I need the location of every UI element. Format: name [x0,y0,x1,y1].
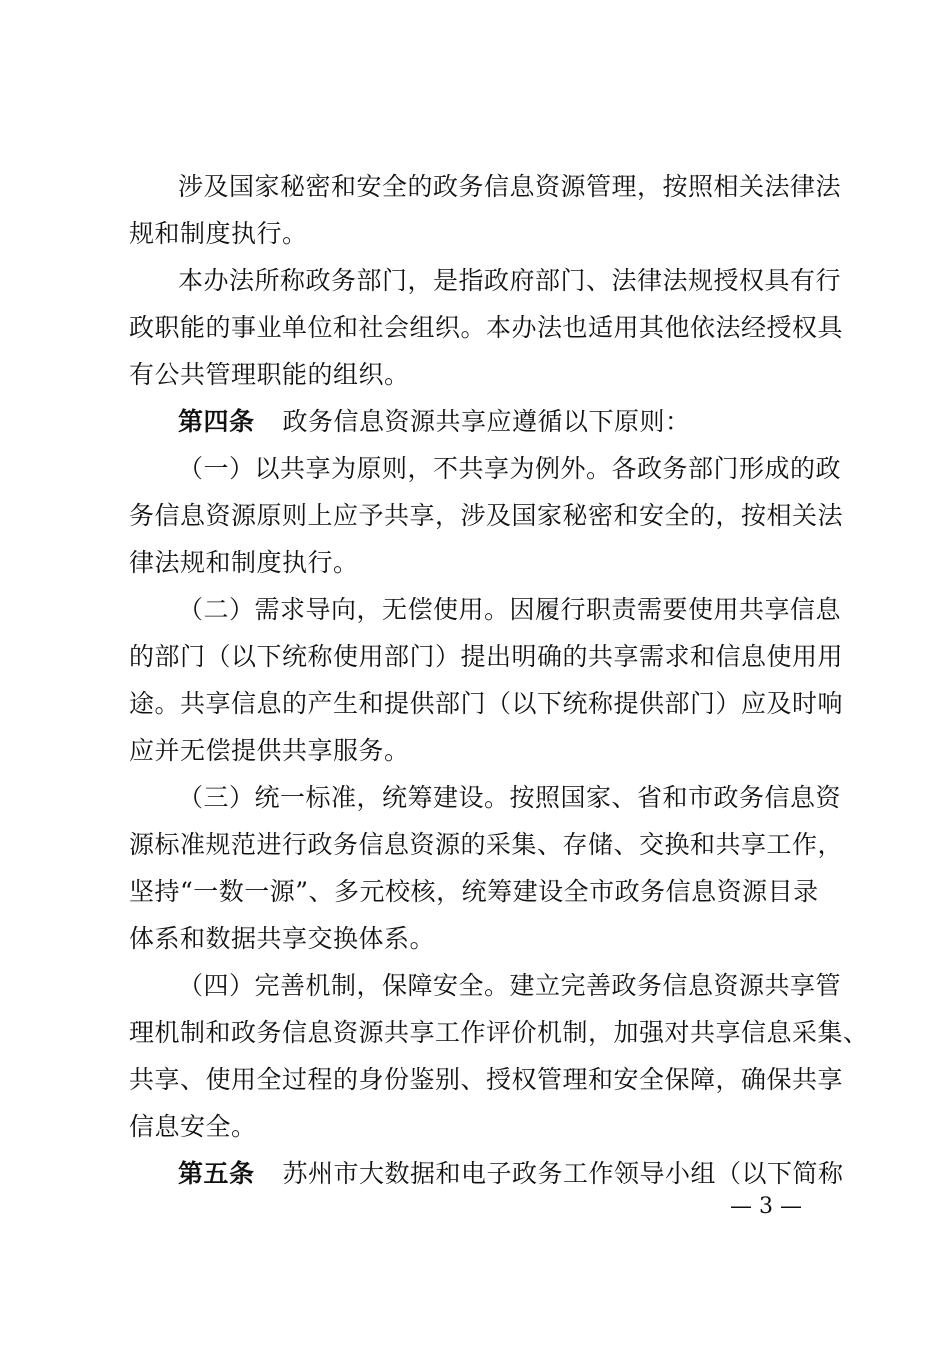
page-number: — 3 — [730,1194,802,1219]
article-4-label: 第四条 [178,407,255,436]
principle-3-line-1: （三）统一标准，统筹建设。按照国家、省和市政务信息资 [178,783,842,812]
article-5-label: 第五条 [178,1159,255,1188]
paragraph-1-line-2: 规和制度执行。 [129,219,308,248]
principle-3-line-2: 源标准规范进行政务信息资源的采集、存储、交换和共享工作， [129,830,844,859]
principle-2-line-2: 的部门（以下统称使用部门）提出明确的共享需求和信息使用用 [129,642,844,671]
principle-2-line-4: 应并无偿提供共享服务。 [129,736,410,765]
principle-1-line-1: （一）以共享为原则，不共享为例外。各政务部门形成的政 [178,454,842,483]
paragraph-2-line-2: 政职能的事业单位和社会组织。本办法也适用其他依法经授权具 [129,313,844,342]
principle-4-line-2: 理机制和政务信息资源共享工作评价机制，加强对共享信息采集、 [129,1018,869,1047]
article-5-text: 苏州市大数据和电子政务工作领导小组（以下简称 [282,1159,844,1188]
article-4-line [178,407,691,437]
principle-2-line-3: 途。共享信息的产生和提供部门（以下统称提供部门）应及时响 [129,689,844,718]
article-4-text: 政务信息资源共享应遵循以下原则： [282,407,691,436]
paragraph-2-line-1: 本办法所称政务部门，是指政府部门、法律法规授权具有行 [178,266,842,295]
paragraph-2-line-3: 有公共管理职能的组织。 [129,360,410,389]
article-5-line [178,1159,844,1189]
principle-1-line-2: 务信息资源原则上应予共享，涉及国家秘密和安全的，按相关法 [129,501,844,530]
principle-2-line-1: （二）需求导向，无偿使用。因履行职责需要使用共享信息 [178,595,842,624]
principle-4-line-3: 共享、使用全过程的身份鉴别、授权管理和安全保障，确保共享 [129,1065,844,1094]
principle-3-line-3: 坚持“一数一源”、多元校核，统筹建设全市政务信息资源目录 [129,877,819,906]
principle-3-line-4: 体系和数据共享交换体系。 [129,924,436,953]
principle-4-line-4: 信息安全。 [129,1112,257,1141]
principle-1-line-3: 律法规和制度执行。 [129,548,359,577]
paragraph-1-line-1: 涉及国家秘密和安全的政务信息资源管理，按照相关法律法 [178,172,842,201]
principle-4-line-1: （四）完善机制，保障安全。建立完善政务信息资源共享管 [178,971,842,1000]
